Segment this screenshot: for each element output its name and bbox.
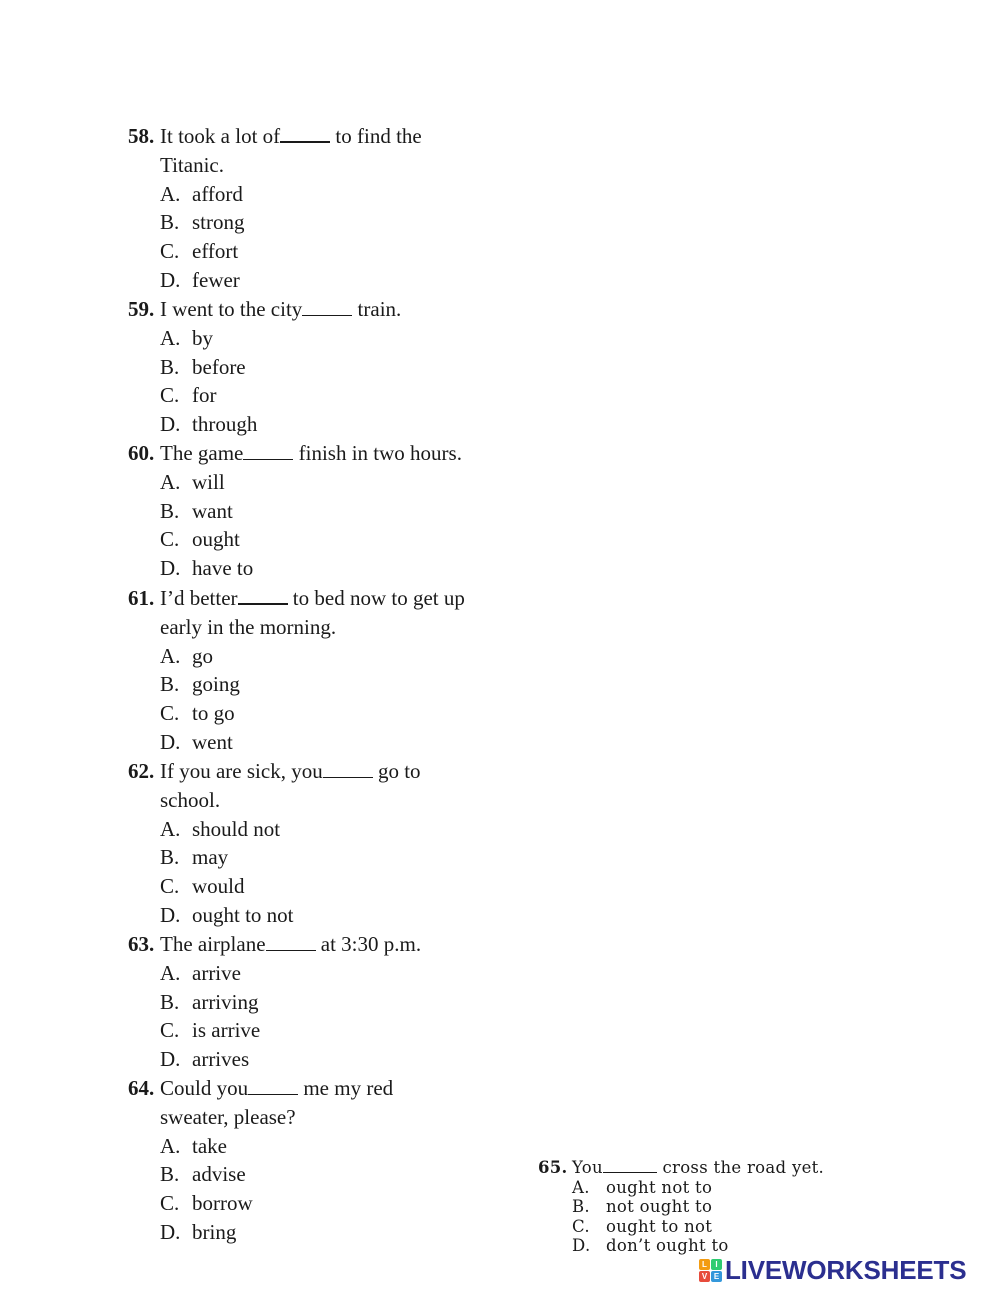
logo-tile: V xyxy=(699,1271,710,1282)
option-d: D. bring xyxy=(160,1219,237,1244)
question-number: 60. xyxy=(128,441,155,465)
question-64 xyxy=(128,1074,490,1247)
question-number: 61. xyxy=(128,586,155,610)
option-b: B. arriving xyxy=(160,989,259,1014)
answer-blank xyxy=(280,123,330,143)
option-b: B. strong xyxy=(160,210,245,235)
question-stem-continued: sweater, please? xyxy=(160,1104,296,1129)
option-b: B. may xyxy=(160,845,229,870)
option-b: B. want xyxy=(160,498,233,523)
answer-blank xyxy=(238,585,288,605)
option-d: D. ought to not xyxy=(160,902,294,927)
option-a: A. will xyxy=(160,469,225,494)
question-62 xyxy=(128,757,490,930)
option-a: A. ought not to xyxy=(572,1177,713,1197)
question-60 xyxy=(128,439,490,583)
question-number: 65. xyxy=(538,1158,568,1177)
question-stem-continued: Titanic. xyxy=(160,152,224,177)
liveworksheets-wordmark: LIVEWORKSHEETS xyxy=(725,1255,967,1285)
question-number: 58. xyxy=(128,124,155,148)
question-stem: If you are sick, you go to xyxy=(160,759,421,783)
answer-blank xyxy=(266,932,316,951)
question-65 xyxy=(538,1158,824,1256)
option-c: C. would xyxy=(160,874,245,899)
option-d: D. have to xyxy=(160,556,254,581)
option-d: D. through xyxy=(160,412,258,437)
option-c: C. effort xyxy=(160,239,239,264)
question-stem: The game finish in two hours. xyxy=(160,441,462,465)
answer-blank xyxy=(243,441,293,460)
option-b: B. advise xyxy=(160,1162,246,1187)
question-stem: I went to the city train. xyxy=(160,297,402,321)
option-c: C. ought xyxy=(160,527,240,552)
question-stem-continued: early in the morning. xyxy=(160,614,337,639)
question-stem: You cross the road yet. xyxy=(572,1158,825,1177)
liveworksheets-logo-icon xyxy=(699,1259,723,1283)
option-b: B. before xyxy=(160,354,246,379)
logo-tile: I xyxy=(711,1259,722,1270)
option-d: D. arrives xyxy=(160,1047,250,1072)
answer-blank xyxy=(248,1076,298,1095)
option-a: A. go xyxy=(160,643,213,668)
question-stem: Could you me my red xyxy=(160,1076,394,1100)
option-a: A. take xyxy=(160,1133,227,1158)
option-d: D. fewer xyxy=(160,267,240,292)
question-61 xyxy=(128,584,490,757)
option-c: C. borrow xyxy=(160,1191,253,1216)
question-59 xyxy=(128,295,490,439)
question-number: 64. xyxy=(128,1076,155,1100)
question-58 xyxy=(128,122,490,295)
question-stem-continued: school. xyxy=(160,787,221,812)
question-number: 59. xyxy=(128,297,155,321)
answer-blank xyxy=(323,759,373,778)
option-a: A. arrive xyxy=(160,960,241,985)
option-a: A. should not xyxy=(160,816,281,841)
answer-blank xyxy=(302,297,352,316)
question-stem: It took a lot of to find the xyxy=(160,124,422,148)
logo-tile: E xyxy=(711,1271,722,1282)
option-b: B. not ought to xyxy=(572,1197,713,1216)
option-c: C. for xyxy=(160,383,217,408)
question-number: 63. xyxy=(128,932,155,956)
logo-tile: L xyxy=(699,1259,710,1270)
option-c: C. ought to not xyxy=(572,1216,713,1236)
question-63 xyxy=(128,930,490,1074)
option-c: C. to go xyxy=(160,701,235,726)
question-stem: The airplane at 3:30 p.m. xyxy=(160,932,422,956)
option-a: A. afford xyxy=(160,181,243,206)
option-d: D. went xyxy=(160,729,233,754)
answer-blank xyxy=(603,1158,657,1173)
question-stem: I’d better to bed now to get up xyxy=(160,586,465,610)
option-a: A. by xyxy=(160,325,213,350)
option-c: C. is arrive xyxy=(160,1018,261,1043)
option-d: D. don’t ought to xyxy=(572,1236,729,1255)
question-number: 62. xyxy=(128,759,155,783)
option-b: B. going xyxy=(160,672,240,697)
liveworksheets-logo xyxy=(699,1255,966,1286)
